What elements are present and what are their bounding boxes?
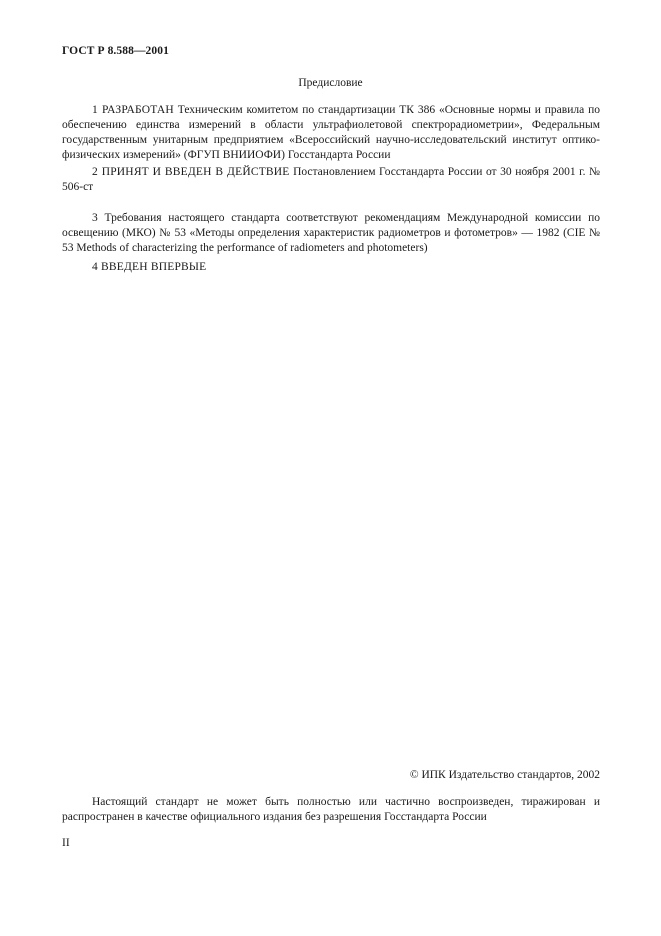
standard-code: ГОСТ Р 8.588—2001 bbox=[62, 45, 169, 57]
foreword-item-3-lead: 3 bbox=[92, 212, 98, 224]
foreword-item-1-text: Техническим комитетом по стандартизации ТК 386 «Основные нормы и правила по обеспечению единства измерений в области ультрафиолетовой спектрорадиометрии», Федеральным государственным унитарным предприятием «Всероссийский научно-исследовательский институт оптико-физических измерений» (ФГУП ВНИИОФИ) Госстандарта России bbox=[62, 104, 600, 161]
foreword-item-4 bbox=[62, 260, 600, 275]
foreword-item-2-lead: 2 ПРИНЯТ И ВВЕДЕН В ДЕЙСТВИЕ bbox=[92, 166, 290, 178]
foreword-item-4-lead: 4 ВВЕДЕН ВПЕРВЫЕ bbox=[92, 261, 207, 273]
foreword-item-1 bbox=[62, 103, 600, 163]
page-number: II bbox=[62, 837, 70, 849]
foreword-item-1-lead: 1 РАЗРАБОТАН bbox=[92, 104, 174, 116]
foreword-item-3-text: Требования настоящего стандарта соответствуют рекомендациям Международной комиссии по освещению (МКО) № 53 «Методы определения характеристик радиометров и фотометров» — 1982 (CIE № 53 Methods of characterizing the performance of radiometers and photometers) bbox=[62, 212, 600, 254]
foreword-item-3 bbox=[62, 211, 600, 256]
foreword-item-2-text: Постановлением Госстандарта России от 30 ноября 2001 г. № 506-ст bbox=[62, 166, 600, 193]
reproduction-notice: Настоящий стандарт не может быть полностью или частично воспроизведен, тиражирован и распространен в качестве официального издания без разрешения Госстандарта России bbox=[62, 796, 600, 823]
foreword-title: Предисловие bbox=[298, 77, 363, 89]
copyright-line: © ИПК Издательство стандартов, 2002 bbox=[409, 769, 600, 781]
foreword-item-2 bbox=[62, 165, 600, 195]
